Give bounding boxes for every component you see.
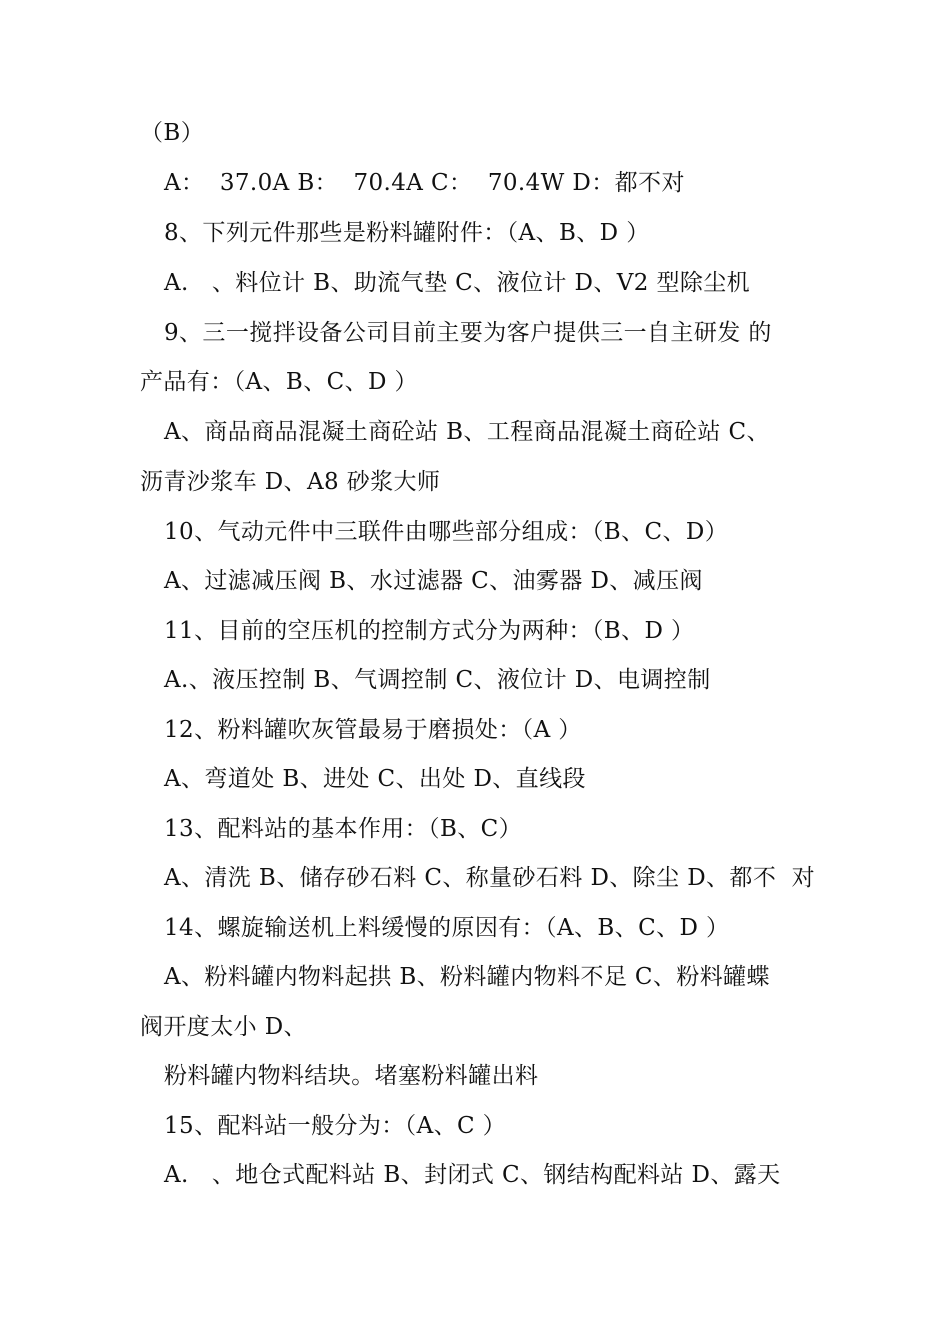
text-line: （B） bbox=[140, 120, 205, 146]
text-line: A： 37.0A B： 70.4A C： 70.4W D：都不对 bbox=[164, 170, 685, 196]
text-line: A.、液压控制 B、气调控制 C、液位计 D、电调控制 bbox=[164, 667, 711, 693]
text-line: 粉料罐内物料结块。堵塞粉料罐出料 bbox=[164, 1063, 539, 1089]
text-line: 12、粉料罐吹灰管最易于磨损处：（A ） bbox=[164, 717, 582, 743]
text-line: A、粉料罐内物料起拱 B、粉料罐内物料不足 C、粉料罐蝶 bbox=[164, 964, 770, 990]
text-line: A. 、地仓式配料站 B、封闭式 C、钢结构配料站 D、露天 bbox=[164, 1162, 781, 1188]
text-line: A. 、料位计 B、助流气垫 C、液位计 D、V2 型除尘机 bbox=[164, 270, 751, 296]
text-line: 产品有：（A、B、C、D ） bbox=[140, 369, 418, 395]
text-line: 阀开度太小 D、 bbox=[140, 1014, 307, 1040]
text-line: 14、螺旋输送机上料缓慢的原因有：（A、B、C、D ） bbox=[164, 915, 730, 941]
text-line: A、过滤减压阀 B、水过滤器 C、油雾器 D、减压阀 bbox=[164, 568, 703, 594]
text-line: A、商品商品混凝土商砼站 B、工程商品混凝土商砼站 C、 bbox=[164, 419, 770, 445]
text-line: 11、目前的空压机的控制方式分为两种：（B、D ） bbox=[164, 618, 695, 644]
text-line: 13、配料站的基本作用：（B、C） bbox=[164, 816, 523, 842]
text-line: A、清洗 B、储存砂石料 C、称量砂石料 D、除尘 D、都不 对 bbox=[164, 865, 816, 891]
text-line: 15、配料站一般分为：（A、C ） bbox=[164, 1113, 507, 1139]
text-line: A、弯道处 B、进处 C、出处 D、直线段 bbox=[164, 766, 586, 792]
text-line: 8、下列元件那些是粉料罐附件：（A、B、D ） bbox=[164, 220, 650, 246]
text-line: 10、气动元件中三联件由哪些部分组成：（B、C、D） bbox=[164, 519, 729, 545]
text-line: 沥青沙浆车 D、A8 砂浆大师 bbox=[140, 469, 441, 495]
text-line: 9、三一搅拌设备公司目前主要为客户提供三一自主研发 的 bbox=[164, 320, 772, 346]
